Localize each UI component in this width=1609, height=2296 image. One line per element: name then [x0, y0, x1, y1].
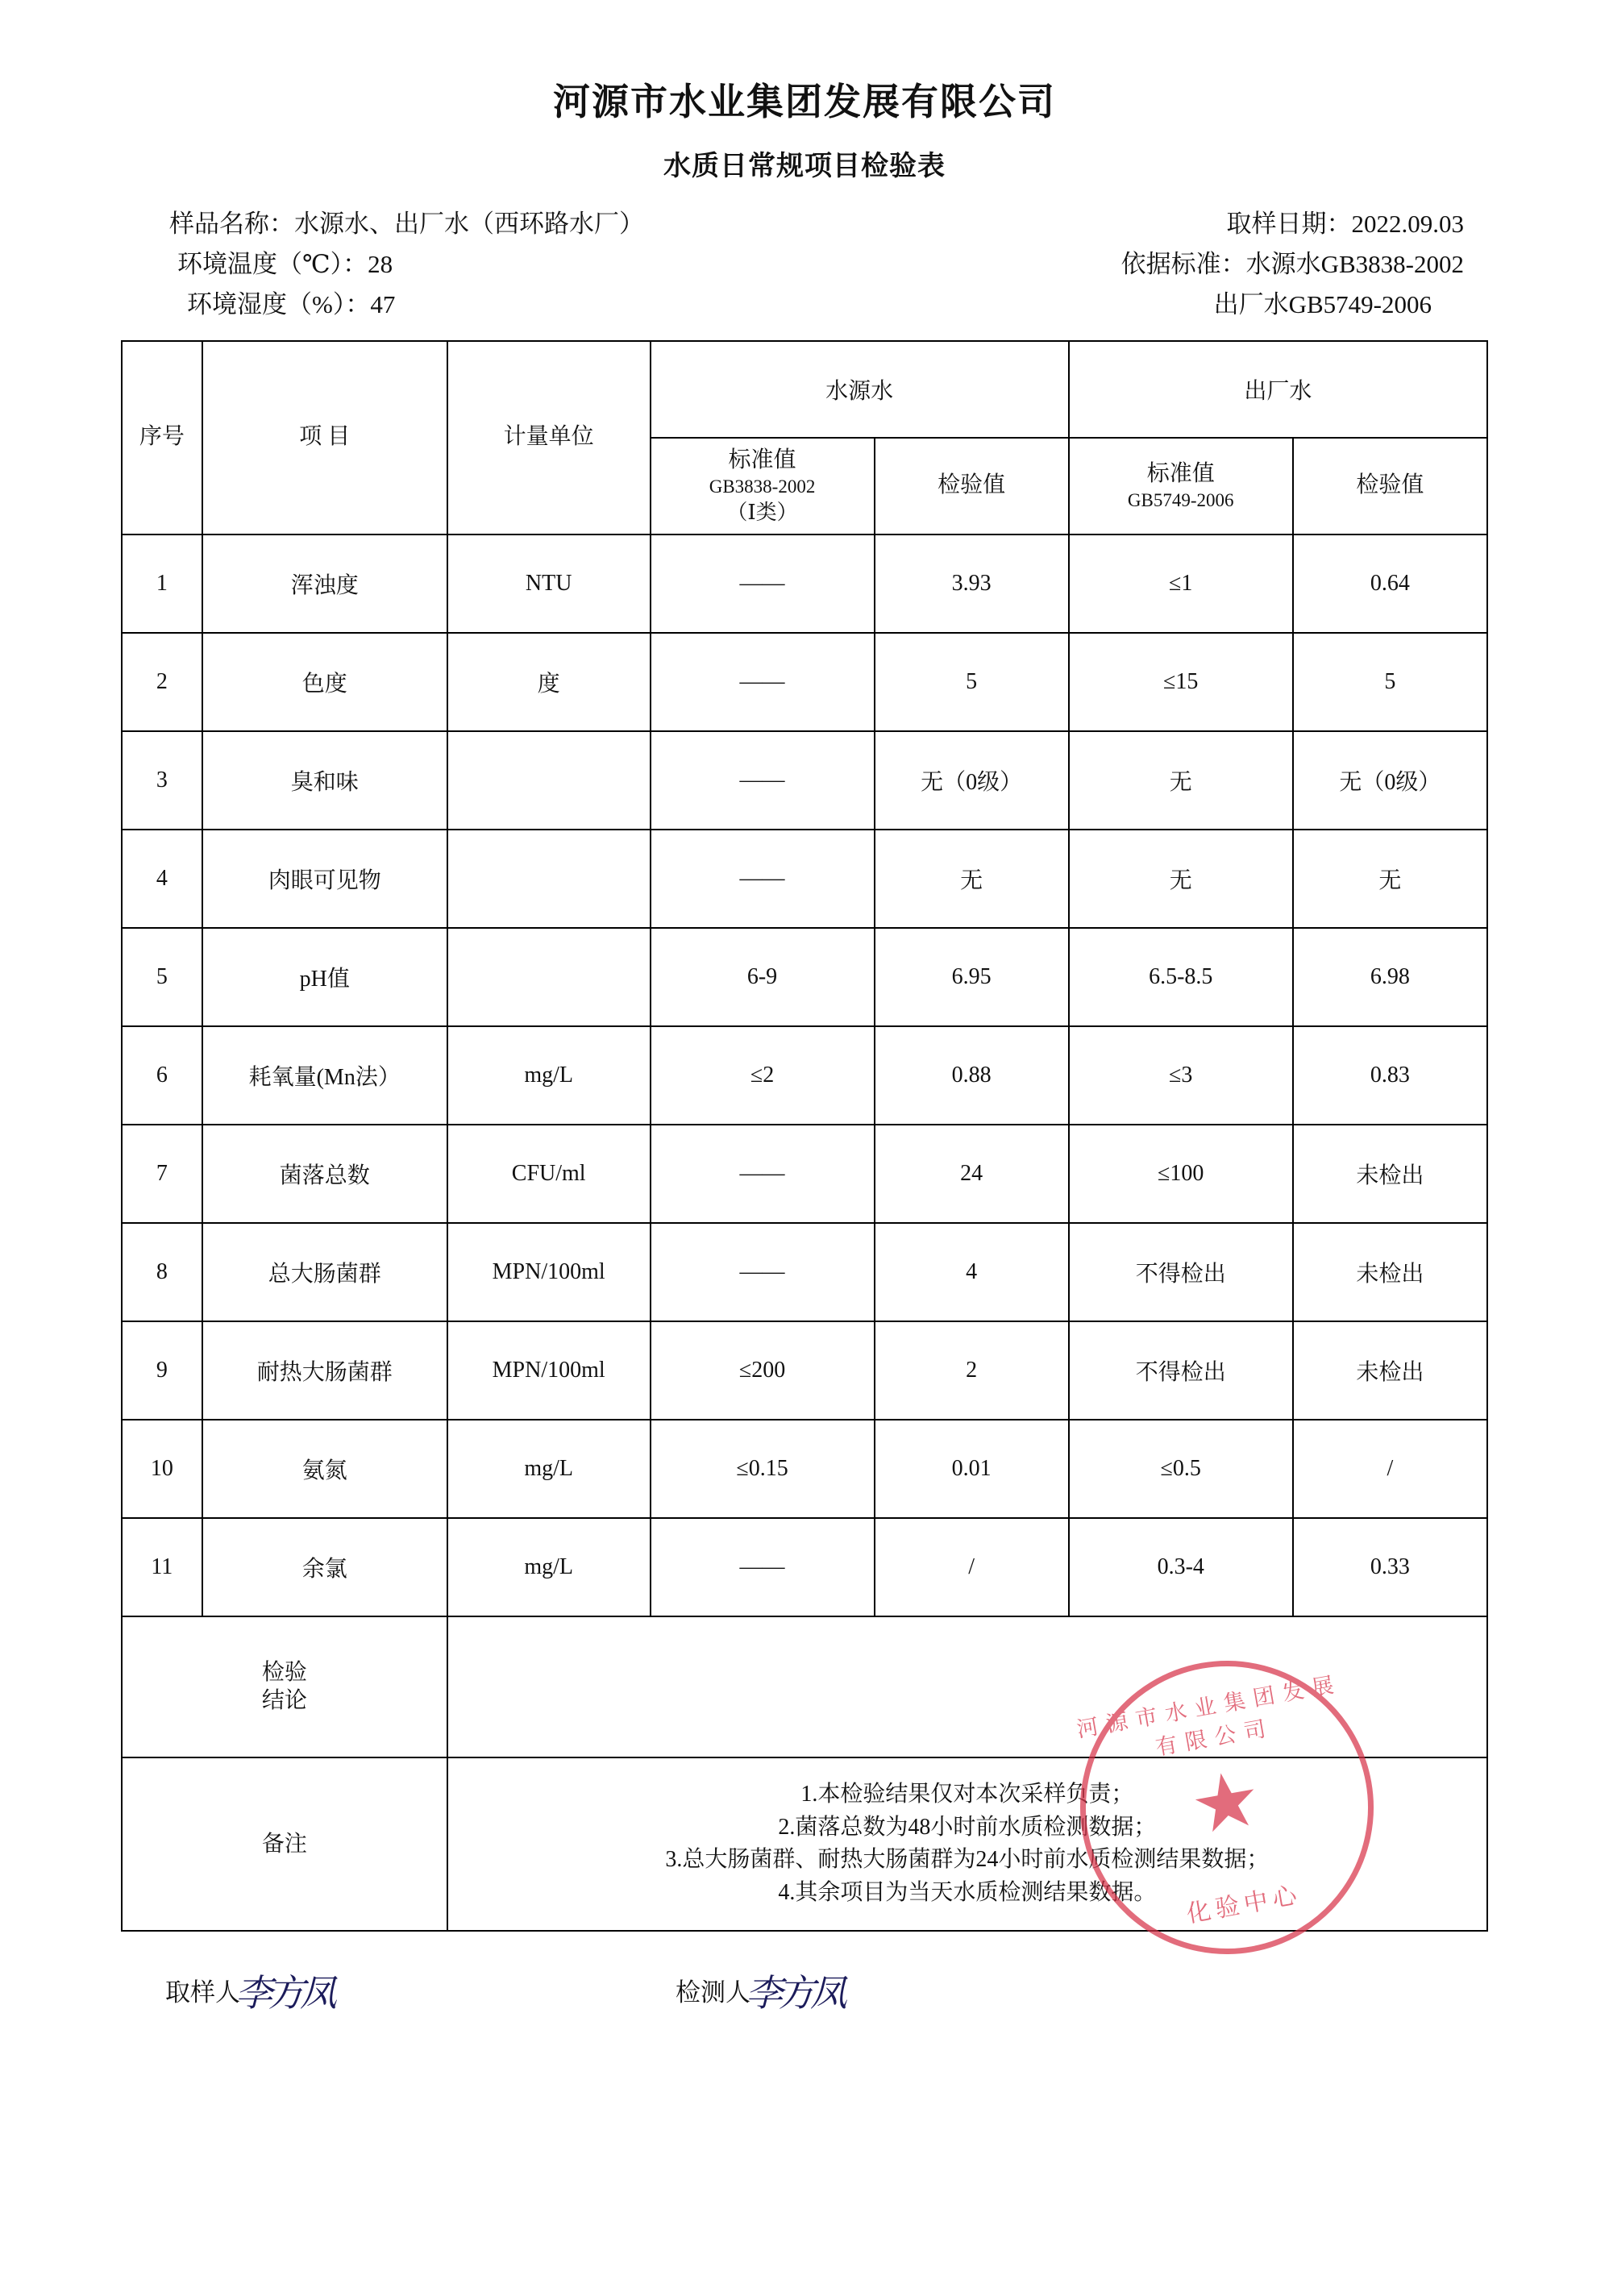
row-no: 9	[122, 1321, 202, 1420]
row-no: 11	[122, 1518, 202, 1616]
header-no: 序号	[122, 341, 202, 534]
row-no: 10	[122, 1420, 202, 1518]
row-item: 耗氧量(Mn法）	[202, 1026, 447, 1125]
table-row	[122, 1223, 1487, 1321]
header-std-plant-main: 标准值	[1146, 460, 1215, 486]
tester-block	[676, 1959, 847, 2012]
row-unit: NTU	[447, 534, 651, 633]
row-std-source: ——	[651, 1223, 875, 1321]
row-unit: MPN/100ml	[447, 1321, 651, 1420]
table-row	[122, 1321, 1487, 1420]
row-item: 臭和味	[202, 731, 447, 830]
header-val-source: 检验值	[875, 438, 1069, 534]
remark-row	[122, 1757, 1487, 1931]
table-row	[122, 1026, 1487, 1125]
row-std-plant: 6.5-8.5	[1069, 928, 1293, 1026]
row-std-source: ——	[651, 534, 875, 633]
row-val-source: 无（0级）	[875, 731, 1069, 830]
remark-line: 4.其余项目为当天水质检测结果数据。	[778, 1879, 1157, 1905]
conclusion-label-line1: 检验	[261, 1660, 307, 1686]
remark-body	[447, 1753, 1487, 1931]
row-unit: mg/L	[447, 1518, 651, 1616]
row-val-plant: 无（0级）	[1293, 731, 1487, 830]
row-std-plant: 不得检出	[1069, 1321, 1293, 1420]
row-no: 8	[122, 1223, 202, 1321]
row-std-plant: 无	[1069, 830, 1293, 928]
results-table	[121, 340, 1488, 1932]
row-val-source: 0.88	[875, 1026, 1069, 1125]
header-std-source-code: GB3838-2002	[709, 476, 816, 497]
row-unit	[447, 731, 651, 830]
row-val-source: 6.95	[875, 928, 1069, 1026]
table-row	[122, 1420, 1487, 1518]
remark-line: 2.菌落总数为48小时前水质检测数据；	[778, 1814, 1157, 1840]
header-item: 项 目	[202, 341, 447, 534]
row-val-source: 4	[875, 1223, 1069, 1321]
meta-row-sample	[121, 204, 1488, 244]
header-std-source-class: （Ⅰ类）	[726, 500, 798, 524]
meta-row-humidity	[121, 285, 1488, 325]
reference-standard-2: 出厂水GB5749-2006	[1213, 290, 1432, 319]
row-val-source: /	[875, 1518, 1069, 1616]
environment-temperature: 环境温度（℃）：28	[177, 250, 393, 279]
table-row	[122, 633, 1487, 731]
row-unit: mg/L	[447, 1420, 651, 1518]
row-std-source: ——	[651, 731, 875, 830]
row-val-plant: 未检出	[1293, 1223, 1487, 1321]
row-val-plant: /	[1293, 1420, 1487, 1518]
row-std-plant: 0.3-4	[1069, 1518, 1293, 1616]
table-row	[122, 830, 1487, 928]
row-no: 3	[122, 731, 202, 830]
row-val-source: 2	[875, 1321, 1069, 1420]
environment-humidity: 环境湿度（%）：47	[187, 290, 396, 319]
table-row	[122, 928, 1487, 1026]
sampler-block	[121, 1959, 337, 2012]
remark-line: 3.总大肠菌群、耐热大肠菌群为24小时前水质检测结果数据；	[665, 1847, 1270, 1873]
header-group-plant-water: 出厂水	[1069, 341, 1487, 438]
row-unit	[447, 928, 651, 1026]
row-std-plant: 不得检出	[1069, 1223, 1293, 1321]
row-std-plant: ≤0.5	[1069, 1420, 1293, 1518]
sampler-label: 取样人	[165, 1978, 240, 2007]
row-val-plant: 0.33	[1293, 1518, 1487, 1616]
conclusion-label-line2: 结论	[261, 1688, 307, 1714]
row-no: 6	[122, 1026, 202, 1125]
row-val-source: 3.93	[875, 534, 1069, 633]
row-no: 1	[122, 534, 202, 633]
table-row	[122, 534, 1487, 633]
row-std-plant: ≤3	[1069, 1026, 1293, 1125]
row-val-plant: 未检出	[1293, 1321, 1487, 1420]
row-val-source: 无	[875, 830, 1069, 928]
row-item: 色度	[202, 633, 447, 731]
row-val-plant: 未检出	[1293, 1125, 1487, 1223]
row-unit: mg/L	[447, 1026, 651, 1125]
header-std-plant-code: GB5749-2006	[1127, 489, 1234, 510]
tester-label: 检测人	[676, 1978, 750, 2007]
header-val-plant: 检验值	[1293, 438, 1487, 534]
table-row	[122, 1518, 1487, 1616]
row-unit: MPN/100ml	[447, 1223, 651, 1321]
row-val-source: 24	[875, 1125, 1069, 1223]
row-val-source: 5	[875, 633, 1069, 731]
row-std-source: ≤2	[651, 1026, 875, 1125]
row-unit	[447, 830, 651, 928]
header-std-source-main: 标准值	[728, 447, 796, 472]
row-val-plant: 5	[1293, 633, 1487, 731]
row-std-source: 6-9	[651, 928, 875, 1026]
row-std-source: ——	[651, 1518, 875, 1616]
row-std-source: ≤200	[651, 1321, 875, 1420]
row-item: 肉眼可见物	[202, 830, 447, 928]
conclusion-label	[122, 1616, 447, 1757]
row-item: 余氯	[202, 1518, 447, 1616]
sampler-signature: 李方凤	[235, 1972, 332, 2014]
seal-arc-top-text: 河源市水业集团发展有限公司	[1075, 1671, 1344, 1760]
row-no: 5	[122, 928, 202, 1026]
header-group-source-water: 水源水	[651, 341, 1069, 438]
remark-label: 备注	[122, 1757, 447, 1931]
row-item: pH值	[202, 928, 447, 1026]
sample-name: 样品名称：水源水、出厂水（西环路水厂）	[169, 210, 644, 238]
conclusion-row	[122, 1616, 1487, 1757]
row-item: 总大肠菌群	[202, 1223, 447, 1321]
header-std-plant	[1069, 438, 1293, 534]
row-val-plant: 0.64	[1293, 534, 1487, 633]
header-unit: 计量单位	[447, 341, 651, 534]
row-unit: CFU/ml	[447, 1125, 651, 1223]
row-no: 7	[122, 1125, 202, 1223]
sample-date: 取样日期：2022.09.03	[1226, 210, 1464, 238]
row-no: 4	[122, 830, 202, 928]
row-val-plant: 6.98	[1293, 928, 1487, 1026]
row-item: 耐热大肠菌群	[202, 1321, 447, 1420]
row-std-source: ——	[651, 633, 875, 731]
row-std-plant: 无	[1069, 731, 1293, 830]
remark-line: 1.本检验结果仅对本次采样负责；	[800, 1781, 1134, 1807]
row-val-source: 0.01	[875, 1420, 1069, 1518]
row-item: 菌落总数	[202, 1125, 447, 1223]
table-row	[122, 731, 1487, 830]
seal-arc-bottom-text: 化验中心	[1184, 1881, 1304, 1928]
row-std-plant: ≤1	[1069, 534, 1293, 633]
row-std-plant: ≤15	[1069, 633, 1293, 731]
row-val-plant: 无	[1293, 830, 1487, 928]
row-val-plant: 0.83	[1293, 1026, 1487, 1125]
reference-standard: 依据标准：水源水GB3838-2002	[1120, 250, 1464, 279]
conclusion-value	[447, 1616, 1487, 1757]
header-std-source	[651, 438, 875, 534]
row-item: 浑浊度	[202, 534, 447, 633]
row-std-plant: ≤100	[1069, 1125, 1293, 1223]
row-item: 氨氮	[202, 1420, 447, 1518]
row-std-source: ≤0.15	[651, 1420, 875, 1518]
document-title: 水质日常规项目检验表	[663, 152, 946, 181]
meta-block	[121, 204, 1488, 326]
tester-signature: 李方凤	[746, 1972, 842, 2014]
row-no: 2	[122, 633, 202, 731]
row-std-source: ——	[651, 1125, 875, 1223]
row-std-source: ——	[651, 830, 875, 928]
table-row	[122, 1125, 1487, 1223]
table-header-group-row	[122, 341, 1487, 438]
meta-row-temperature	[121, 244, 1488, 285]
signature-row	[121, 1959, 1488, 2012]
company-title: 河源市水业集团发展有限公司	[553, 81, 1056, 123]
star-icon: ★	[1184, 1753, 1268, 1851]
row-unit: 度	[447, 633, 651, 731]
